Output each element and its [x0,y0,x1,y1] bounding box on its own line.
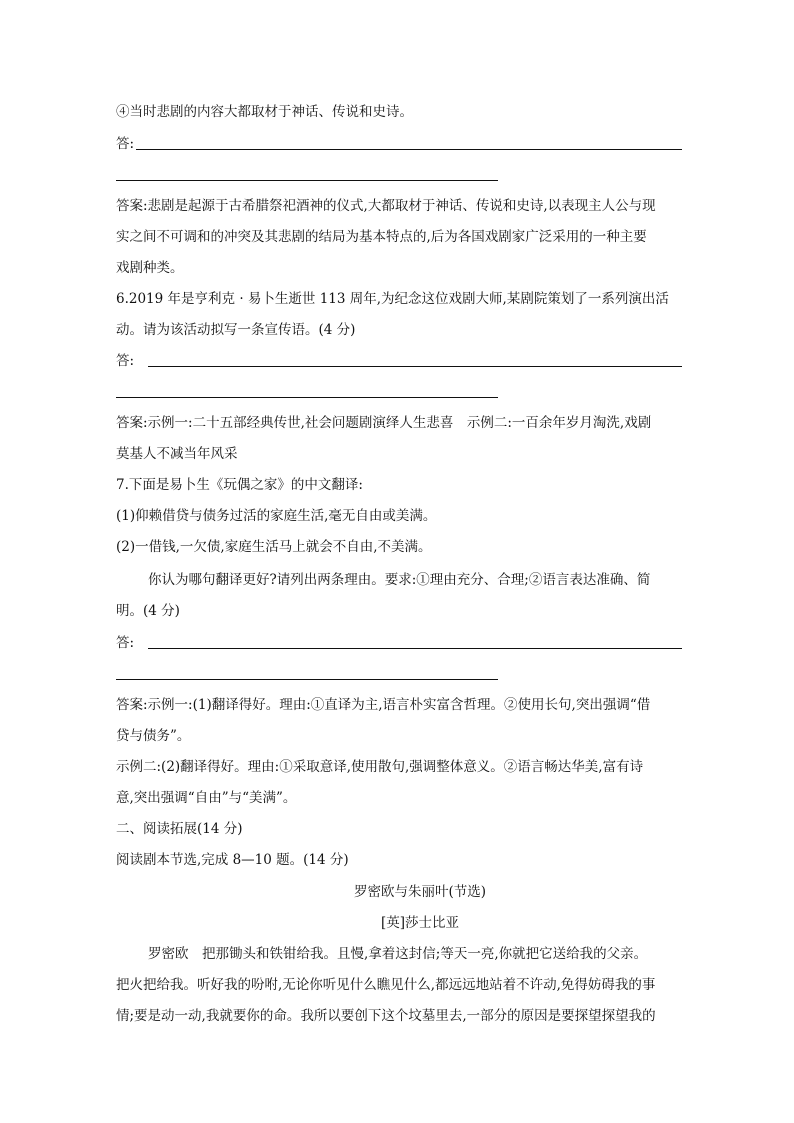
answer-q7-line-4: 意,突出强调“自由”与“美满”。 [116,790,297,806]
answer-label: 答: [116,635,135,651]
passage-line-1: 罗密欧 把那锄头和铁钳给我。且慢,拿着这封信;等天一亮,你就把它送给我的父亲。 [148,946,648,962]
answer-q5-line-3: 戏剧种类。 [116,260,184,276]
answer-q7-line-2: 贷与债务”。 [116,728,191,744]
answer-rule-short [116,679,498,680]
passage-author: [英]莎士比亚 [380,915,460,931]
section-2-intro: 阅读剧本节选,完成 8—10 题。(14 分) [116,852,349,868]
answer-label: 答: [116,136,135,152]
question-7-line-1: 7.下面是易卜生《玩偶之家》的中文翻译: [116,477,363,493]
question-7-line-5: 明。(4 分) [116,603,180,619]
answer-q5-line-1: 答案:悲剧是起源于古希腊祭祀酒神的仪式,大都取材于神话、传说和史诗,以表现主人公与现 [116,198,656,214]
answer-rule [136,149,682,150]
answer-label: 答: [116,353,135,369]
answer-q7-line-3: 示例二:(2)翻译得好。理由:①采取意译,使用散句,强调整体意义。②语言畅达华美,富有诗 [116,759,644,775]
passage-line-3: 情;要是动一动,我就要你的命。我所以要创下这个坟墓里去,一部分的原因是要探望探望我的 [116,1008,656,1024]
passage-line-2: 把火把给我。听好我的吩咐,无论你听见什么瞧见什么,都远远地站着不许动,免得妨碍我的事 [116,977,656,993]
answer-q5-line-2: 实之间不可调和的冲突及其悲剧的结局为基本特点的,后为各国戏剧家广泛采用的一种主要 [116,229,647,245]
question-7-line-4: 你认为哪句翻译更好?请列出两条理由。要求:①理由充分、合理;②语言表达准确、简 [148,572,651,588]
question-6-line-1: 6.2019 年是亨利克 · 易卜生逝世 113 周年,为纪念这位戏剧大师,某剧院策划了一系列演出活 [116,291,669,307]
question-6-line-2: 动。请为该活动拟写一条宣传语。(4 分) [116,322,356,338]
question-7-option-2: (2)一借钱,一欠债,家庭生活马上就会不自由,不美满。 [116,539,432,555]
answer-q6-line-2: 莫基人不减当年风采 [116,446,238,462]
answer-q7-line-1: 答案:示例一:(1)翻译得好。理由:①直译为主,语言朴实富含哲理。②使用长句,突出强调“借 [116,697,651,713]
answer-q6-line-1: 答案:示例一:二十五部经典传世,社会问题剧演绎人生悲喜 示例二:一百余年岁月淘洗,戏剧 [116,415,652,431]
answer-rule [148,648,682,649]
answer-line-q6 [116,351,682,371]
section-2-title: 二、阅读拓展(14 分) [116,821,243,837]
answer-line-q7 [116,633,682,653]
question-7-option-1: (1)仰赖借贷与债务过活的家庭生活,毫无自由或美满。 [116,508,437,524]
passage-title: 罗密欧与朱丽叶(节选) [353,884,487,900]
answer-rule [148,366,682,367]
answer-rule-short [116,180,498,181]
question-5-item-4: ④当时悲剧的内容大都取材于神话、传说和史诗。 [116,104,413,120]
answer-rule-short [116,397,498,398]
answer-line-q5 [116,134,682,154]
